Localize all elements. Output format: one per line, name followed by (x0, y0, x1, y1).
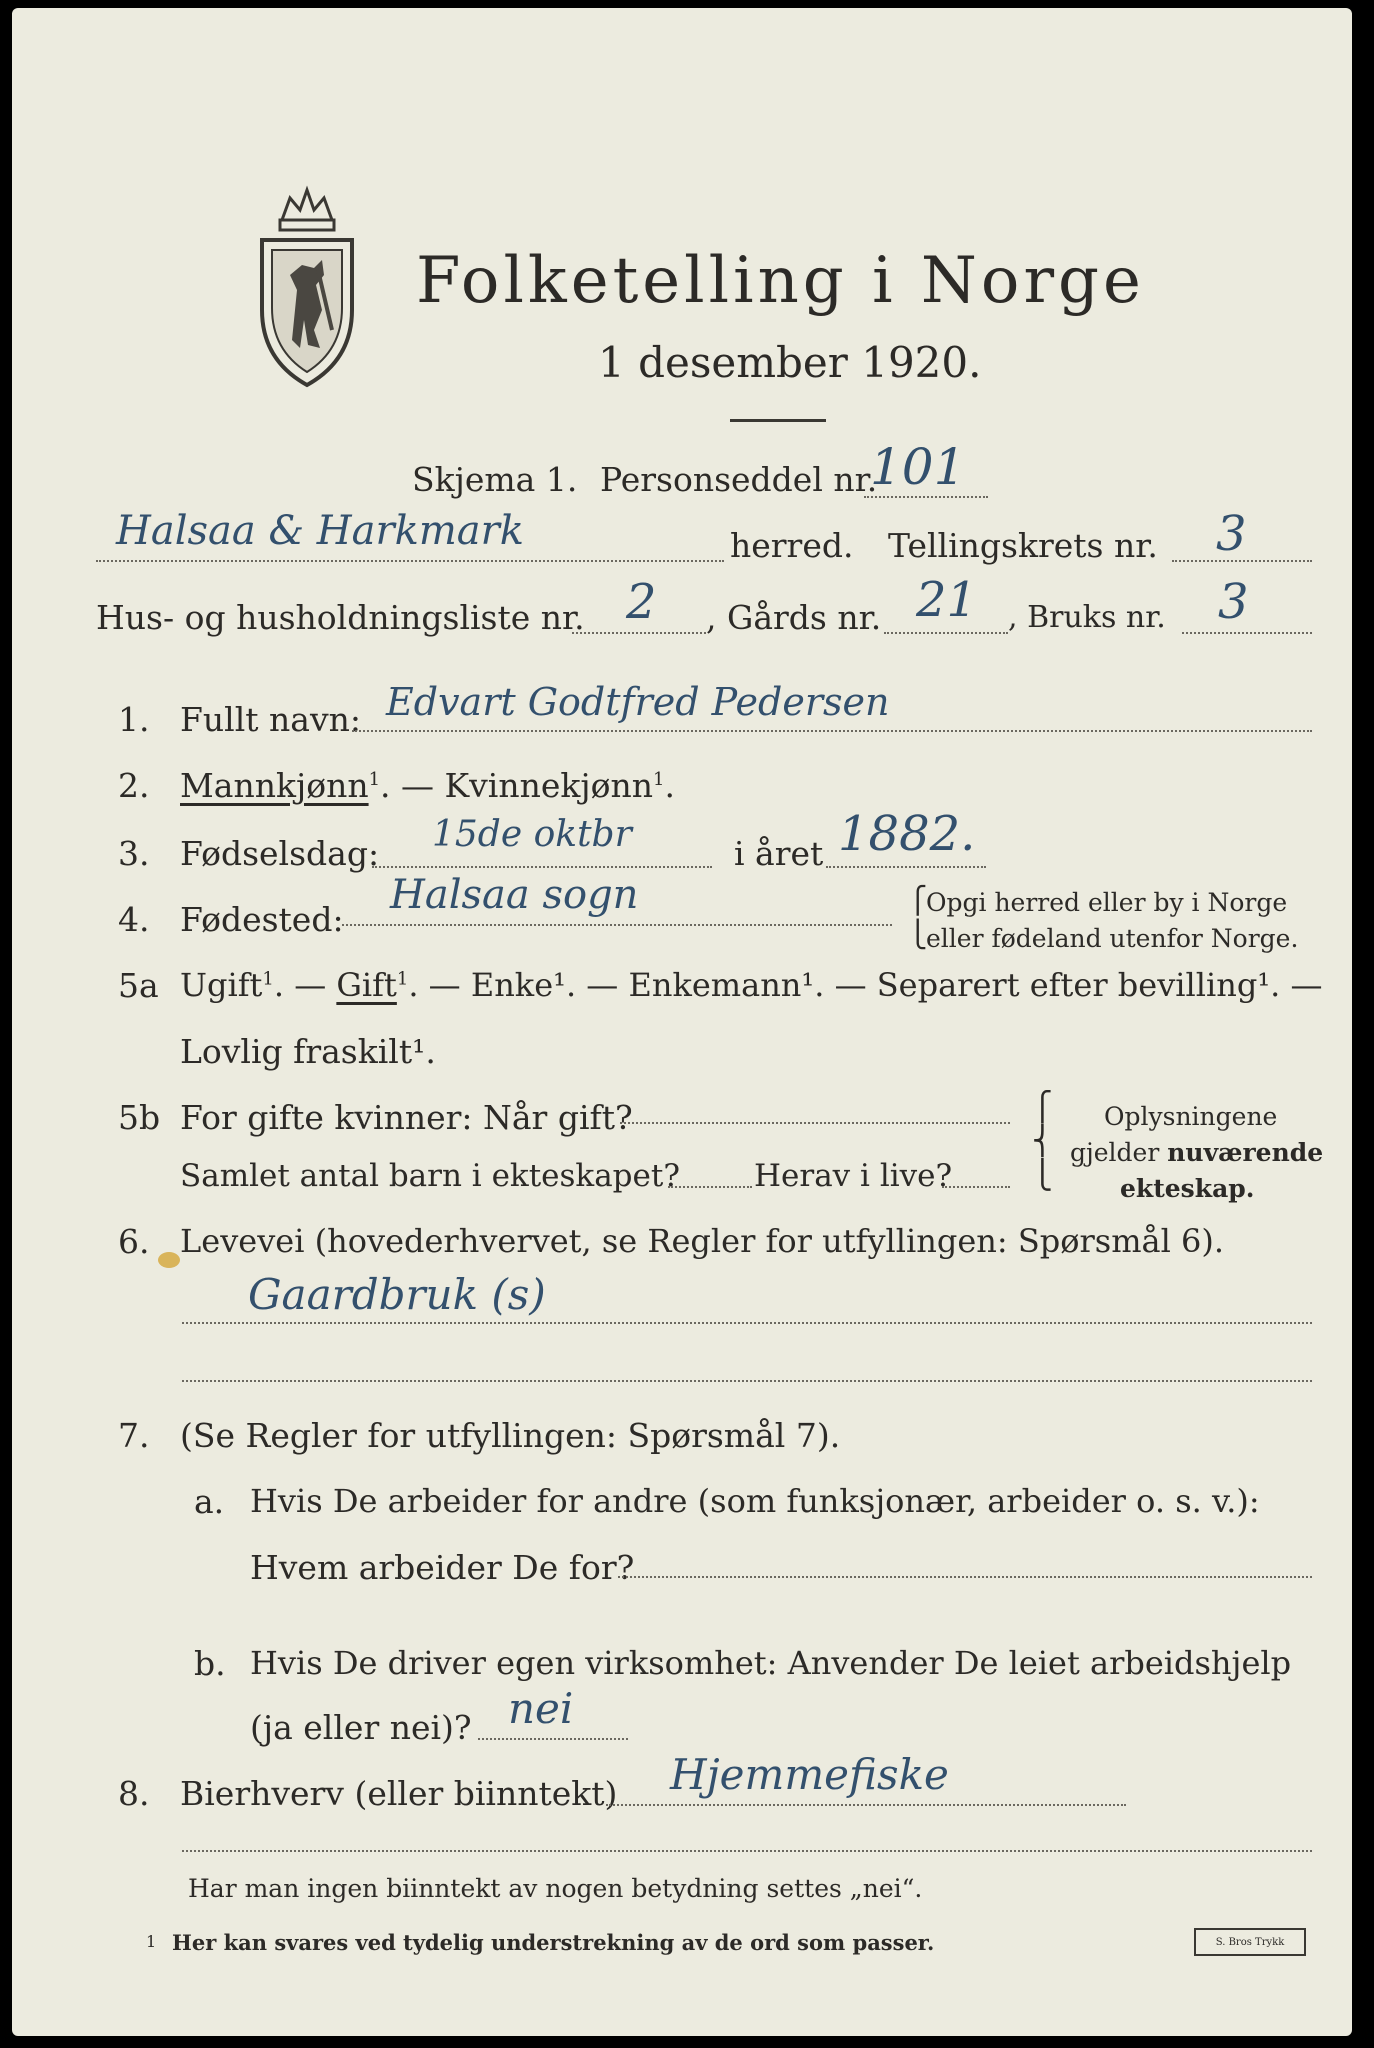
stain-mark (158, 1252, 180, 1268)
marital-married-option[interactable]: Gift (336, 966, 397, 1004)
skjema-label: Skjema 1. (412, 460, 578, 499)
full-name-label: Fullt navn: (180, 700, 361, 739)
q6-number: 6. (118, 1222, 150, 1261)
marriage-note-brace: ⎧ ⎨ ⎩ (1032, 1090, 1053, 1191)
no-income-note: Har man ingen biinntekt av nogen betydning settes „nei“. (188, 1874, 923, 1903)
norwegian-coat-of-arms-emblem (252, 180, 362, 390)
q4-number: 4. (118, 900, 150, 939)
birthplace-value: Halsaa sogn (390, 872, 639, 918)
q7a-letter: a. (194, 1482, 225, 1521)
q7a-label: Hvis De arbeider for andre (som funksjonær, arbeider o. s. v.): (250, 1482, 1260, 1520)
side-income-value: Hjemmefiske (670, 1750, 949, 1799)
title-divider (730, 419, 826, 422)
bruks-label: , Bruks nr. (1008, 600, 1166, 635)
q7b-label: Hvis De driver egen virksomhet: Anvender De leiet arbeidshjelp (250, 1644, 1292, 1682)
gender-female-option[interactable]: Kvinnekjønn (444, 766, 654, 805)
birthday-value: 15de oktbr (432, 814, 632, 855)
occupation-value: Gaardbruk (s) (248, 1270, 546, 1319)
gards-label: , Gårds nr. (706, 598, 882, 637)
husholdningsliste-value: 2 (626, 574, 657, 630)
bruks-value: 3 (1218, 574, 1249, 630)
marriage-note-line2 (1070, 1138, 1323, 1167)
footnote-text: Her kan svares ved tydelig understrekning av de ord som passer. (172, 1930, 935, 1955)
q7-number: 7. (118, 1416, 150, 1455)
form-title: Folketelling i Norge (416, 244, 1145, 318)
personseddel-label: Personseddel nr. (600, 460, 878, 499)
children-alive-field[interactable] (942, 1146, 1010, 1188)
birth-year-label: i året (734, 834, 824, 873)
employer-field[interactable] (618, 1536, 1312, 1578)
marital-divorced-option[interactable]: Lovlig fraskilt¹. (180, 1032, 436, 1071)
footnote-mark: 1 (146, 1932, 157, 1951)
herred-label: herred. (730, 526, 854, 565)
q1-number: 1. (118, 700, 150, 739)
marital-unmarried-option[interactable]: Ugift (180, 966, 263, 1004)
marital-other-options[interactable]: . — Enke¹. — Enkemann¹. — Separert efter bevilling¹. — (408, 966, 1323, 1004)
occupation-extra-line[interactable] (182, 1380, 1312, 1382)
side-income-extra-line[interactable] (182, 1850, 1312, 1852)
gender-male-option[interactable]: Mannkjønn (180, 766, 369, 805)
children-count-field[interactable] (668, 1146, 752, 1188)
full-name-value: Edvart Godtfred Pedersen (386, 680, 890, 724)
q5a-number: 5a (118, 966, 159, 1005)
occupation-label: Levevei (hovederhvervet, se Regler for utfyllingen: Spørsmål 6). (180, 1222, 1225, 1260)
marital-status-options: Ugift$^1$. — Gift$^1$. — Enke¹. — Enkemann¹. — Separert efter bevilling¹. — (180, 966, 1323, 1004)
printer-stamp (1194, 1928, 1306, 1956)
q5b-number: 5b (118, 1098, 161, 1137)
tellingskrets-value: 3 (1216, 506, 1247, 562)
personseddel-value: 101 (870, 438, 966, 496)
birthplace-label: Fødested: (180, 900, 344, 939)
married-when-field[interactable] (620, 1082, 1010, 1124)
birthplace-note-line2: eller fødeland utenfor Norge. (926, 924, 1299, 953)
birth-year-value: 1882. (838, 806, 976, 862)
married-when-label: For gifte kvinner: Når gift? (180, 1098, 633, 1137)
gender-separator: . — (380, 766, 445, 805)
birthday-label: Fødselsdag: (180, 834, 380, 873)
q8-number: 8. (118, 1774, 150, 1813)
gender-end: . (664, 766, 675, 805)
q7b-letter: b. (194, 1644, 226, 1683)
employer-label: Hvem arbeider De for? (250, 1548, 635, 1587)
hired-help-value: nei (508, 1684, 574, 1733)
marriage-note-current: nuværende (1167, 1138, 1324, 1167)
hired-help-label: (ja eller nei)? (250, 1708, 472, 1747)
marriage-note-applies: gjelder (1070, 1138, 1168, 1167)
census-form-page (12, 8, 1352, 2036)
herred-value: Halsaa & Harkmark (116, 508, 525, 554)
gards-value: 21 (916, 572, 978, 628)
marriage-note-line3: ekteskap. (1120, 1174, 1255, 1203)
birthplace-note-brace: ⎧ ⎩ (908, 886, 928, 950)
side-income-label: Bierhverv (eller biinntekt) (180, 1774, 618, 1813)
birthplace-note-line1: Opgi herred eller by i Norge (926, 888, 1288, 917)
tellingskrets-label: Tellingskrets nr. (888, 526, 1158, 565)
marriage-note-line1: Oplysningene (1104, 1102, 1278, 1131)
q2-number: 2. (118, 766, 150, 805)
q3-number: 3. (118, 834, 150, 873)
gender-options: Mannkjønn$^1$. — Kvinnekjønn$^1$. (180, 766, 675, 805)
q7-label: (Se Regler for utfyllingen: Spørsmål 7). (180, 1416, 841, 1455)
printer-stamp-text: S. Bros Trykk (1215, 1936, 1285, 1948)
form-date: 1 desember 1920. (598, 338, 982, 387)
children-alive-label: Herav i live? (754, 1158, 953, 1194)
children-count-label: Samlet antal barn i ekteskapet? (180, 1158, 680, 1194)
husholdningsliste-label: Hus- og husholdningsliste nr. (96, 598, 585, 637)
marital-separator: . — (273, 966, 337, 1004)
